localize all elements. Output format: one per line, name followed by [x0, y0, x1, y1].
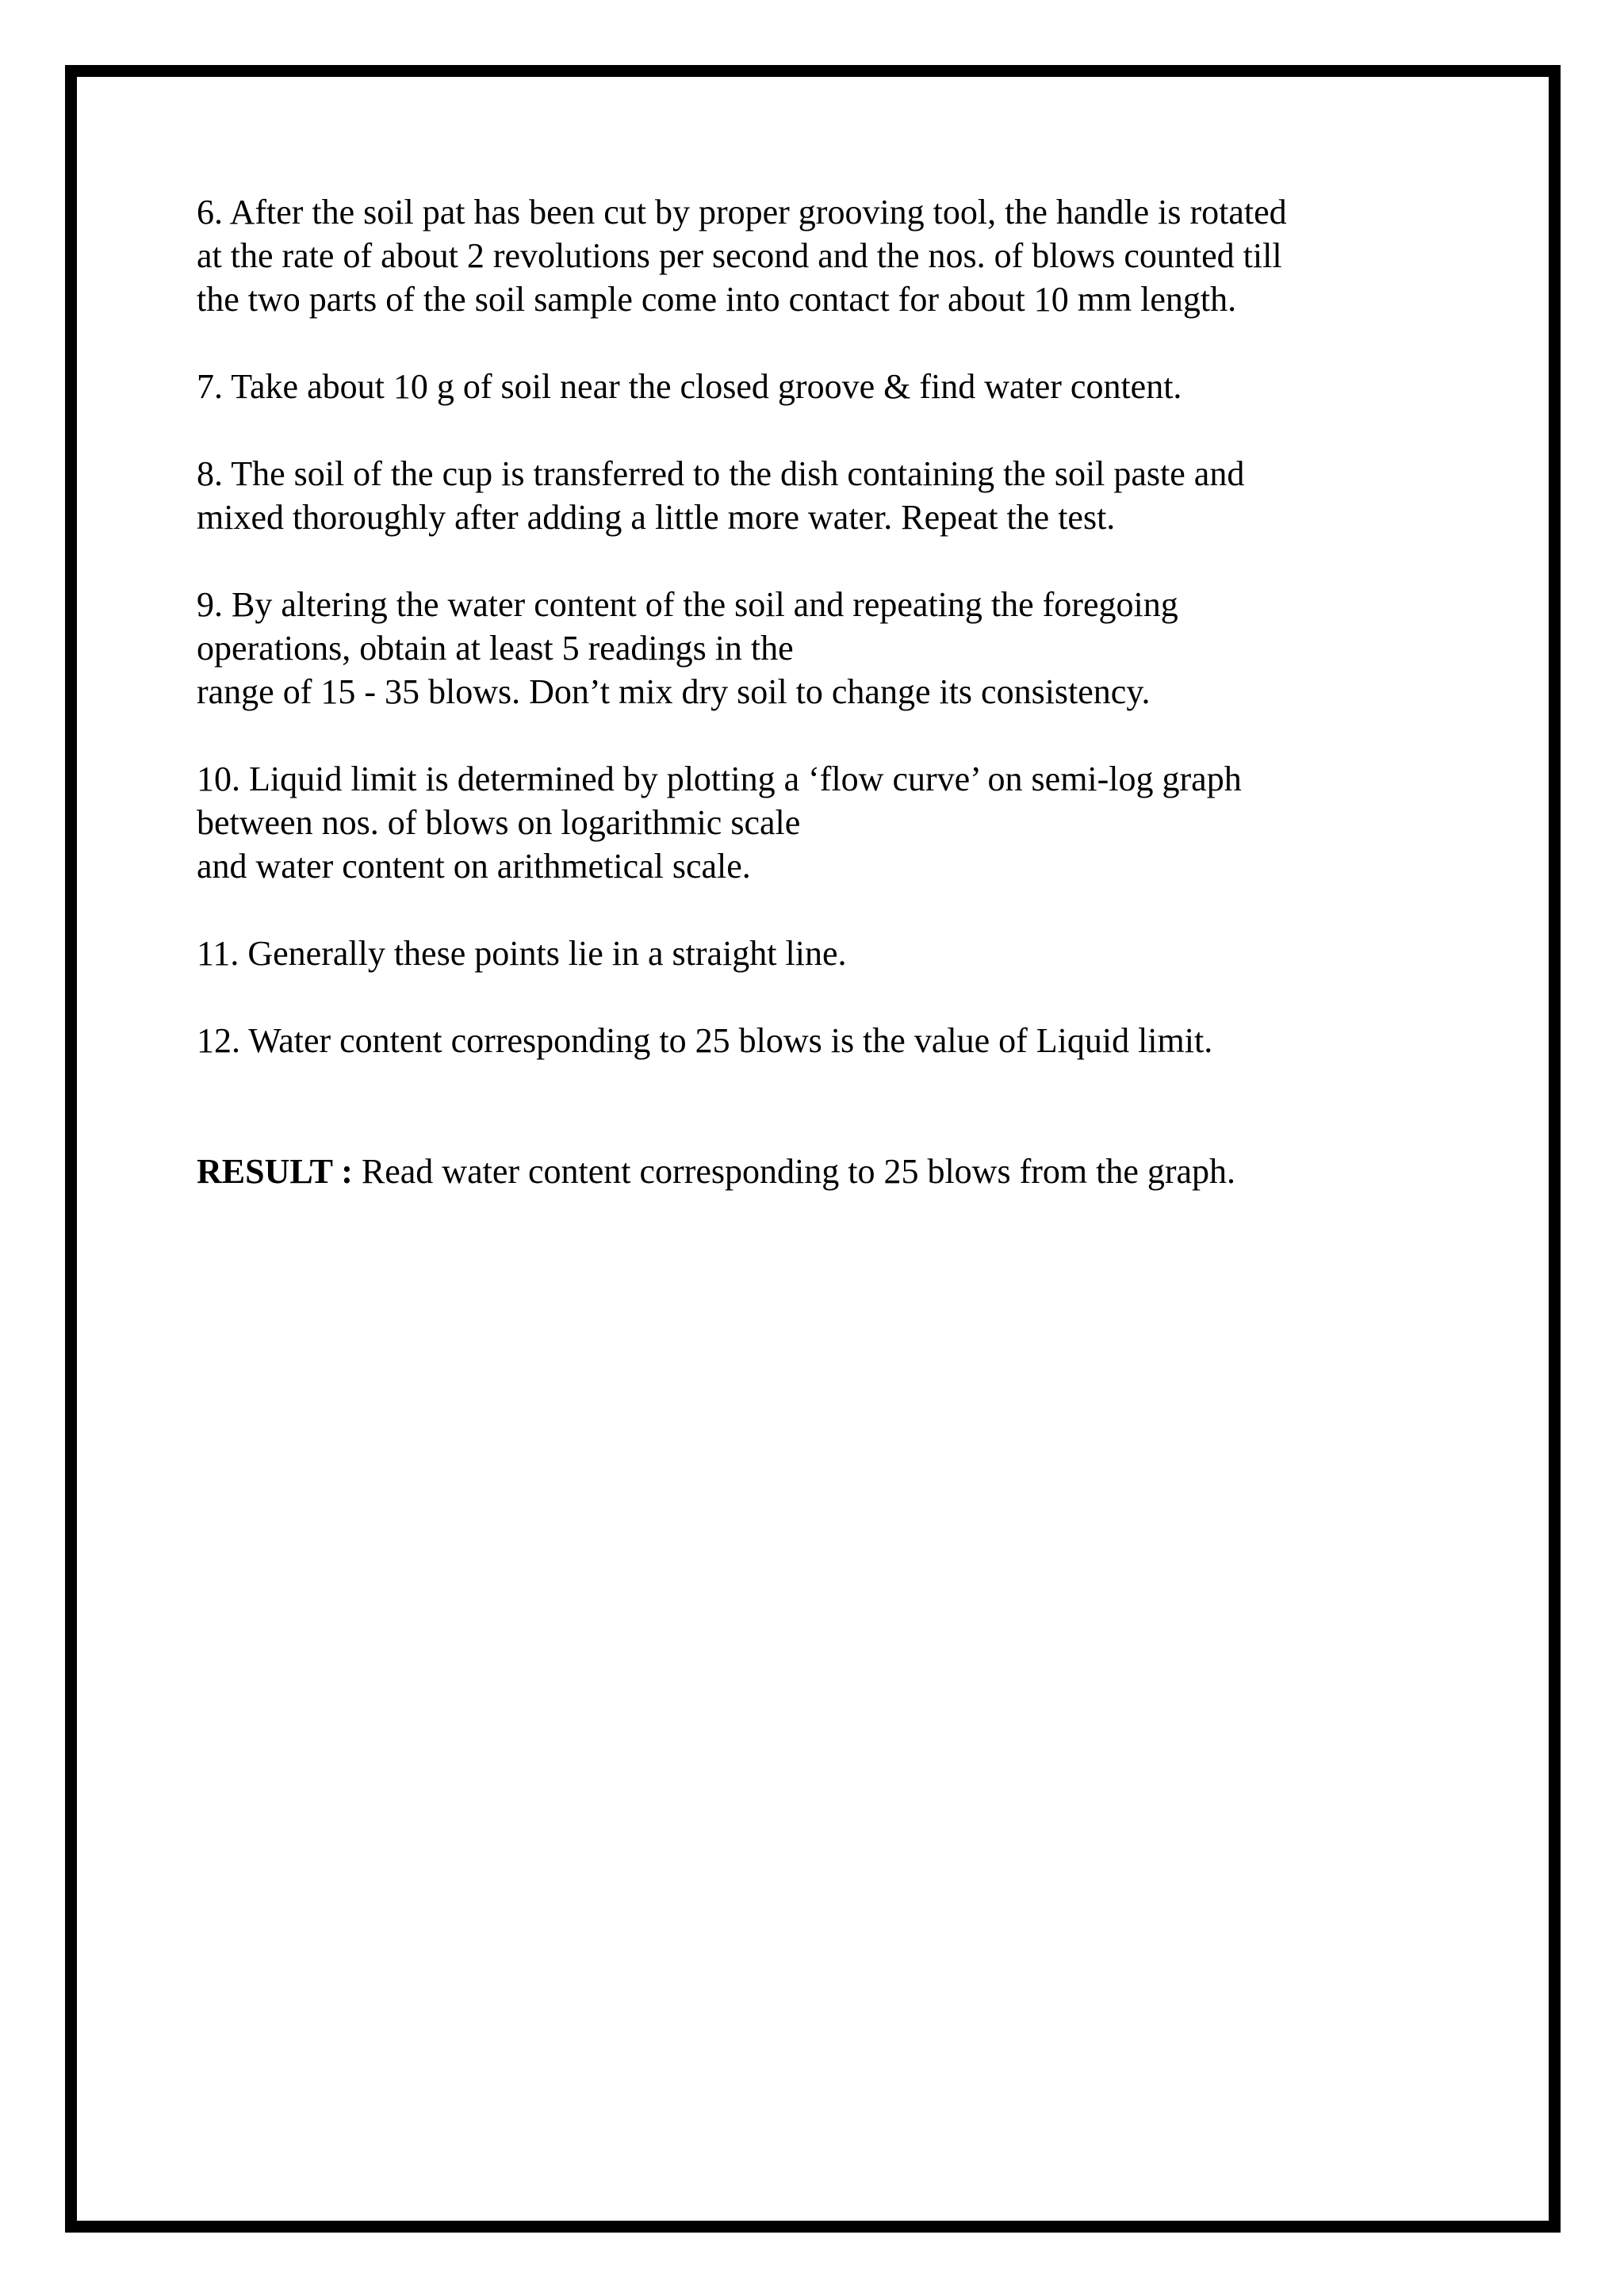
step-11 — [197, 932, 1434, 975]
step-line: 11. Generally these points lie in a straight line. — [197, 934, 847, 973]
step-12 — [197, 1019, 1434, 1062]
step-line: range of 15 - 35 blows. Don’t mix dry soil to change its consistency. — [197, 672, 1151, 711]
step-line: between nos. of blows on logarithmic scale — [197, 803, 801, 842]
step-line: 7. Take about 10 g of soil near the closed groove & find water content. — [197, 367, 1182, 406]
step-6 — [197, 190, 1434, 321]
result-label: RESULT : — [197, 1152, 353, 1191]
step-line: 8. The soil of the cup is transferred to the dish containing the soil paste and — [197, 454, 1245, 493]
step-line: the two parts of the soil sample come into contact for about 10 mm length. — [197, 280, 1237, 319]
step-line: mixed thoroughly after adding a little more water. Repeat the test. — [197, 498, 1116, 537]
step-line: 12. Water content corresponding to 25 blows is the value of Liquid limit. — [197, 1021, 1213, 1060]
step-10 — [197, 757, 1434, 888]
result-statement — [197, 1150, 1434, 1193]
procedure-text — [197, 190, 1434, 1228]
step-9 — [197, 583, 1434, 714]
result-text: Read water content corresponding to 25 blows from the graph. — [361, 1152, 1236, 1191]
step-line: at the rate of about 2 revolutions per second and the nos. of blows counted till — [197, 236, 1282, 275]
step-7 — [197, 365, 1434, 408]
step-line: operations, obtain at least 5 readings in the — [197, 629, 794, 668]
step-line: 10. Liquid limit is determined by plotting a ‘flow curve’ on semi-log graph — [197, 760, 1242, 798]
step-line: 6. After the soil pat has been cut by proper grooving tool, the handle is rotated — [197, 193, 1287, 232]
step-line: and water content on arithmetical scale. — [197, 847, 751, 886]
step-8 — [197, 452, 1434, 539]
step-line: 9. By altering the water content of the soil and repeating the foregoing — [197, 585, 1178, 624]
